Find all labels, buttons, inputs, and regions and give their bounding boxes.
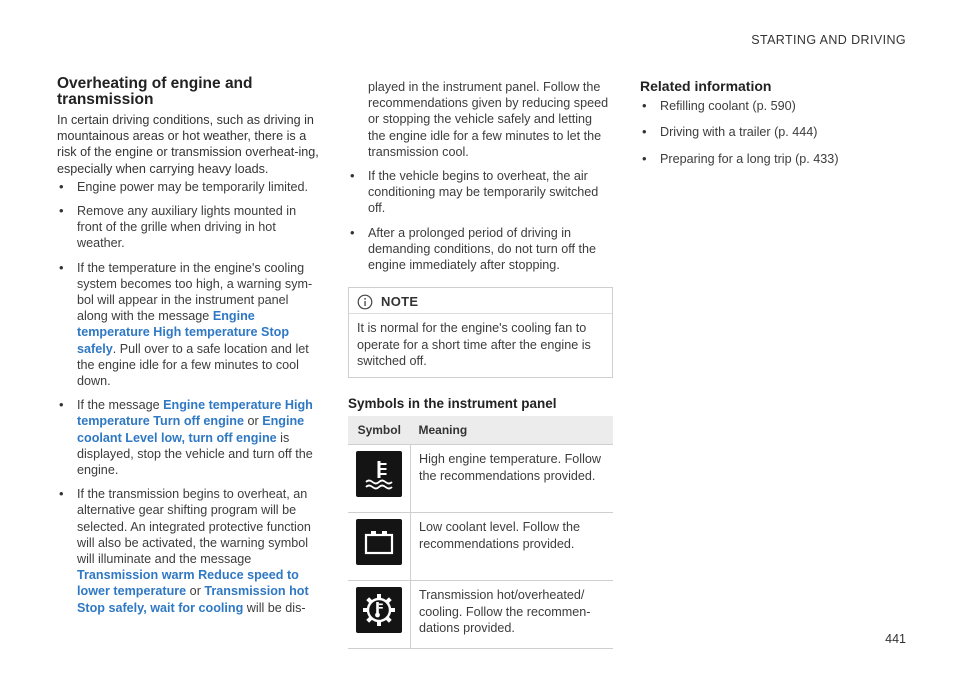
symbols-heading: Symbols in the instrument panel bbox=[348, 396, 557, 412]
list-item: • Engine power may be temporarily limited. bbox=[57, 179, 319, 195]
note-body: It is normal for the engine's cooling fan to operate for a short time after the engine is switched off. bbox=[357, 321, 591, 368]
list-item bbox=[57, 260, 319, 390]
table-row bbox=[348, 581, 613, 649]
column-header-meaning: Meaning bbox=[411, 416, 614, 445]
text: is displayed, stop the vehicle and turn off the engine. bbox=[77, 430, 313, 478]
warning-message: Engine temperature High temperature Turn off engine bbox=[77, 398, 313, 429]
text: will be dis- bbox=[243, 600, 306, 615]
bullet-list-1 bbox=[57, 179, 319, 616]
symbols-table bbox=[348, 416, 613, 649]
warning-message: Engine temperature High temperature Stop safely bbox=[77, 309, 290, 356]
list-item: • Remove any auxiliary lights mounted in front of the grille when driving in hot weather. bbox=[57, 203, 319, 252]
column-2 bbox=[348, 79, 613, 649]
table-row bbox=[348, 445, 613, 513]
section-header: STARTING AND DRIVING bbox=[751, 33, 906, 47]
text: or bbox=[186, 584, 205, 599]
meaning-cell: High engine temperature. Follow the recommendations provided. bbox=[411, 445, 614, 513]
note-box bbox=[348, 287, 613, 378]
column-3 bbox=[640, 78, 900, 177]
warning-message: Transmission warm Reduce speed to lower temperature bbox=[77, 568, 299, 599]
related-link[interactable]: • Driving with a trailer (p. 444) bbox=[640, 124, 900, 140]
table-row bbox=[348, 513, 613, 581]
engine-temperature-icon bbox=[356, 451, 402, 497]
list-item bbox=[57, 486, 319, 616]
list-item: • If the vehicle begins to overheat, the air conditioning may be temporarily switched off. bbox=[348, 168, 613, 217]
note-header bbox=[349, 288, 612, 314]
meaning-cell: Transmission hot/overheated/ cooling. Follow the recommen-dations provided. bbox=[411, 581, 614, 649]
related-links bbox=[640, 98, 900, 167]
text: If the message bbox=[77, 398, 164, 413]
text: . Pull over to a safe location and let the engine idle for a few minutes to cool down. bbox=[77, 341, 309, 389]
list-item bbox=[57, 397, 319, 478]
page-number: 441 bbox=[885, 632, 906, 646]
column-header-symbol: Symbol bbox=[348, 416, 411, 445]
coolant-level-icon bbox=[356, 519, 402, 565]
related-link[interactable]: • Refilling coolant (p. 590) bbox=[640, 98, 900, 114]
info-icon bbox=[357, 294, 373, 310]
text: or bbox=[244, 414, 263, 429]
meaning-cell: Low coolant level. Follow the recommendations provided. bbox=[411, 513, 614, 581]
text: If the transmission begins to overheat, an alternative gear shifting program will be selected. An integrated protective function will also be activated, the warning symbol will illuminate and the message bbox=[77, 487, 311, 567]
warning-message: Transmission hot Stop safely, wait for cooling bbox=[77, 584, 309, 615]
warning-message: Engine coolant Level low, turn off engine bbox=[77, 414, 305, 445]
table-header-row bbox=[348, 416, 613, 445]
section-title: Overheating of engine and transmission bbox=[57, 75, 253, 108]
related-link[interactable]: • Preparing for a long trip (p. 433) bbox=[640, 151, 900, 167]
list-item: • After a prolonged period of driving in demanding conditions, do not turn off the engine immediately after stopping. bbox=[348, 225, 613, 274]
note-title: NOTE bbox=[381, 294, 419, 310]
intro-paragraph: In certain driving conditions, such as driving in mountainous areas or hot weather, there is a risk of the engine or transmission overheat-ing, especially when carrying heavy loads. bbox=[57, 113, 319, 176]
column-1 bbox=[57, 76, 319, 624]
text: If the temperature in the engine's cooling system becomes too high, a warning sym-bol will appear in the instrument panel along with the message bbox=[77, 260, 313, 324]
bullet-list-2 bbox=[348, 168, 613, 273]
related-information-heading: Related information bbox=[640, 78, 772, 94]
continued-text: played in the instrument panel. Follow the recommendations given by reducing speed or stopping the vehicle safely and letting the engine idle for a few minutes to let the transmission cool. bbox=[368, 80, 609, 159]
transmission-temperature-icon bbox=[356, 587, 402, 633]
